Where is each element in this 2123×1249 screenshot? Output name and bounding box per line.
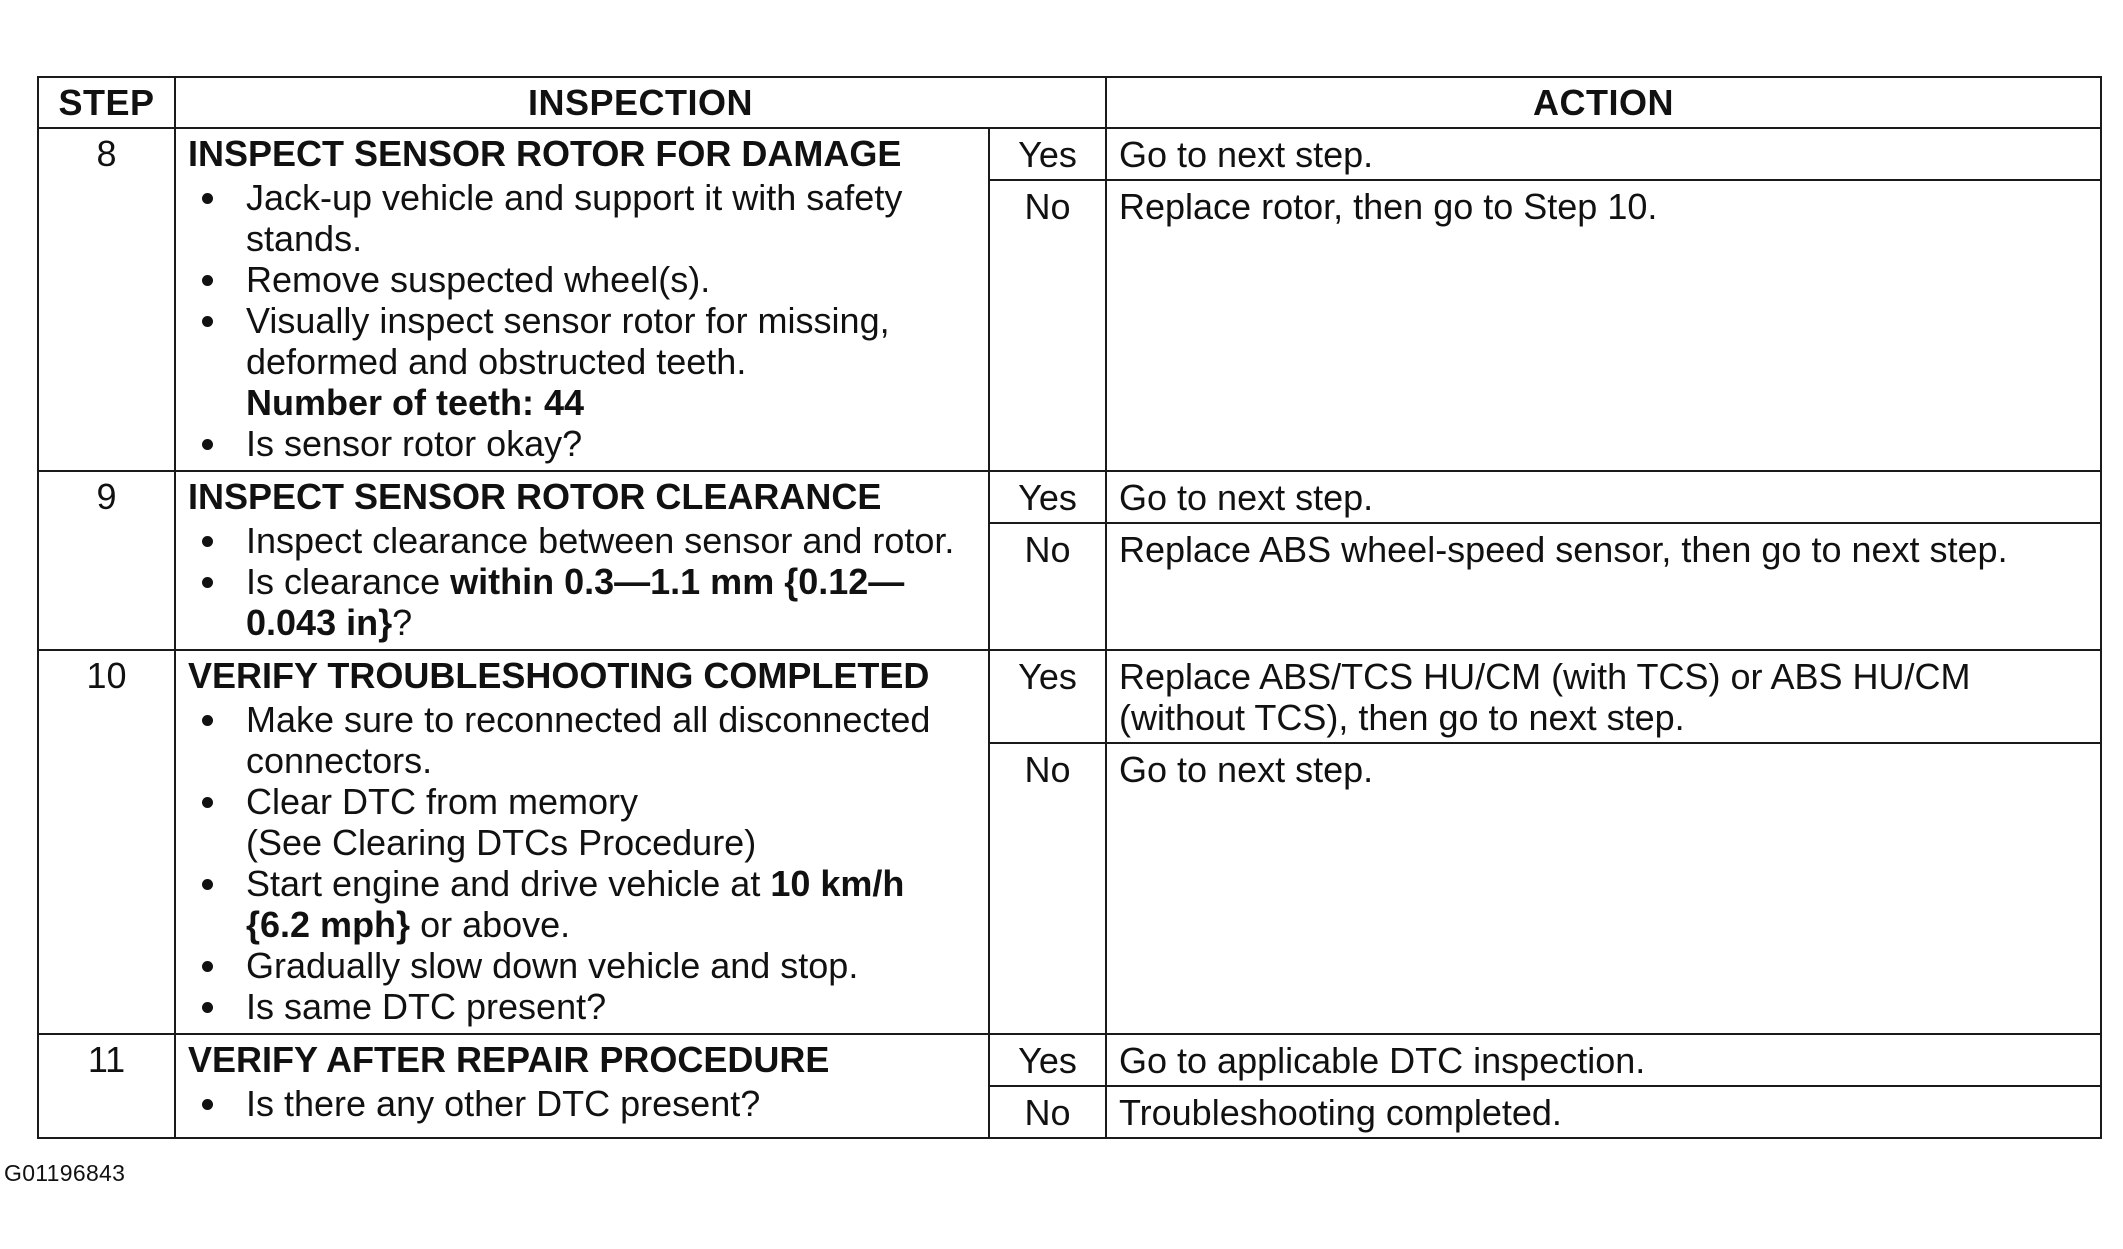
inspection-title: INSPECT SENSOR ROTOR CLEARANCE [188, 476, 882, 517]
no-label: No [989, 180, 1106, 471]
inspection-steps [188, 177, 978, 464]
step-number: 9 [38, 471, 175, 650]
header-action: ACTION [1106, 77, 2101, 128]
no-label: No [989, 1086, 1106, 1138]
list-item: Clear DTC from memory (See Clearing DTCs Procedure) [188, 781, 978, 863]
figure-code: G01196843 [4, 1160, 126, 1186]
list-item: Is clearance within 0.3—1.1 mm {0.12—0.043 in}? [188, 561, 978, 643]
yes-action: Go to next step. [1106, 471, 2101, 523]
yes-action: Go to applicable DTC inspection. [1106, 1034, 2101, 1086]
inspection-cell [175, 1034, 989, 1138]
table-row [38, 471, 2101, 523]
list-item: Remove suspected wheel(s). [188, 259, 978, 300]
list-item: Is same DTC present? [188, 986, 978, 1027]
spec-value: Number of teeth: 44 [246, 382, 585, 423]
no-action: Go to next step. [1106, 743, 2101, 1034]
step-number: 8 [38, 128, 175, 471]
list-item: Start engine and drive vehicle at 10 km/h {6.2 mph} or above. [188, 863, 978, 945]
list-item: Is there any other DTC present? [188, 1083, 978, 1124]
header-step: STEP [38, 77, 175, 128]
no-action: Replace rotor, then go to Step 10. [1106, 180, 2101, 471]
inspection-steps [188, 1083, 978, 1124]
inspection-title: INSPECT SENSOR ROTOR FOR DAMAGE [188, 133, 902, 174]
yes-label: Yes [989, 128, 1106, 180]
table-row [38, 1034, 2101, 1086]
step-number: 11 [38, 1034, 175, 1138]
no-label: No [989, 523, 1106, 650]
inspection-steps [188, 520, 978, 643]
table-row [38, 650, 2101, 743]
list-item: Jack-up vehicle and support it with safety stands. [188, 177, 978, 259]
list-item: Inspect clearance between sensor and rotor. [188, 520, 978, 561]
header-row [38, 77, 2101, 128]
list-item: Make sure to reconnected all disconnected connectors. [188, 699, 978, 781]
header-inspection: INSPECTION [175, 77, 1106, 128]
list-item: Is sensor rotor okay? [188, 423, 978, 464]
table-row [38, 128, 2101, 180]
yes-label: Yes [989, 471, 1106, 523]
no-label: No [989, 743, 1106, 1034]
diagnostic-table [37, 76, 2102, 1139]
no-action: Troubleshooting completed. [1106, 1086, 2101, 1138]
no-action: Replace ABS wheel-speed sensor, then go to next step. [1106, 523, 2101, 650]
inspection-title: VERIFY AFTER REPAIR PROCEDURE [188, 1039, 830, 1080]
inspection-steps [188, 699, 978, 1027]
yes-action: Go to next step. [1106, 128, 2101, 180]
yes-label: Yes [989, 650, 1106, 743]
inspection-cell [175, 650, 989, 1034]
inspection-title: VERIFY TROUBLESHOOTING COMPLETED [188, 655, 930, 696]
yes-label: Yes [989, 1034, 1106, 1086]
list-item: Visually inspect sensor rotor for missing, deformed and obstructed teeth. Number of teeth: 44 [188, 300, 978, 423]
list-item: Gradually slow down vehicle and stop. [188, 945, 978, 986]
yes-action: Replace ABS/TCS HU/CM (with TCS) or ABS HU/CM (without TCS), then go to next step. [1106, 650, 2101, 743]
inspection-cell [175, 128, 989, 471]
step-number: 10 [38, 650, 175, 1034]
inspection-cell [175, 471, 989, 650]
